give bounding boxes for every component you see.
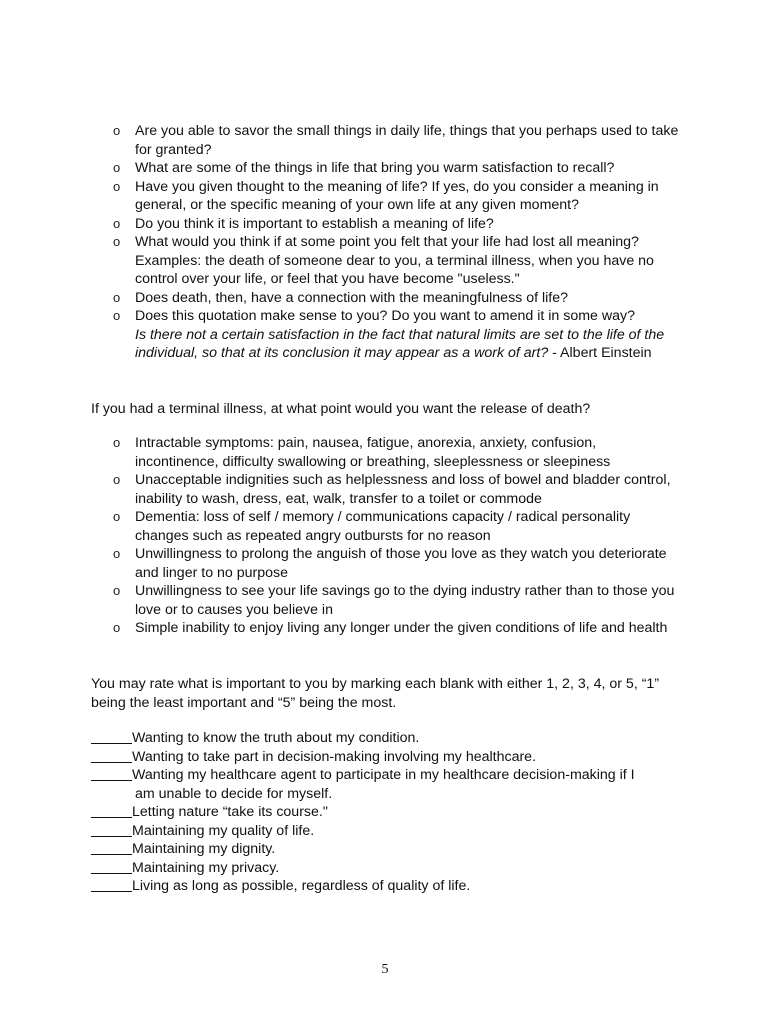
condition-text: Unwillingness to prolong the anguish of those you love as they watch you deteriorate and linger to no purpose: [135, 546, 667, 581]
rating-item: [91, 748, 691, 767]
bullet-icon: o: [113, 583, 121, 598]
release-conditions-list: [113, 434, 683, 638]
einstein-quote: Is there not a certain satisfaction in the fact that natural limits are set to the life of the individual, so that at its conclusion it may appear as a work of art?: [135, 326, 665, 361]
bullet-icon: o: [113, 215, 121, 231]
list-item: [113, 545, 683, 582]
reflection-questions-list: [113, 122, 683, 363]
list-item: [113, 508, 683, 545]
rating-blank[interactable]: [91, 822, 132, 837]
bullet-icon: o: [113, 472, 121, 487]
question-text: What would you think if at some point you felt that your life had lost all meaning? Examples: the death of someone dear to you, a terminal illness, when you have no control over your life, or feel that you have become "useless.": [135, 234, 654, 287]
bullet-icon: o: [113, 308, 121, 323]
bullet-icon: o: [113, 620, 121, 635]
condition-text: Unacceptable indignities such as helplessness and loss of bowel and bladder control, inability to wash, dress, eat, walk, transfer to a toilet or commode: [135, 472, 671, 507]
list-item: [113, 471, 683, 508]
rating-item: [91, 877, 691, 896]
rating-item: [91, 840, 691, 859]
rating-label: Maintaining my privacy.: [132, 859, 280, 876]
list-item: [113, 215, 683, 234]
rating-blank[interactable]: [91, 803, 132, 818]
rating-instructions: You may rate what is important to you by marking each blank with either 1, 2, 3, 4, or 5, “1” being the least important and “5” being the most.: [91, 676, 660, 711]
page-number: 5: [381, 962, 389, 977]
list-item: [113, 434, 683, 471]
bullet-icon: o: [113, 546, 121, 561]
list-item: [113, 619, 683, 638]
terminal-illness-question: If you had a terminal illness, at what point would you want the release of death?: [91, 401, 591, 417]
bullet-icon: o: [113, 123, 121, 138]
bullet-icon: o: [113, 160, 121, 175]
importance-rating-list: [91, 729, 691, 896]
rating-label: Maintaining my quality of life.: [132, 822, 315, 839]
condition-text: Simple inability to enjoy living any longer under the given conditions of life and health: [135, 620, 668, 636]
list-item: [113, 159, 683, 178]
rating-blank[interactable]: [91, 729, 132, 744]
rating-label: Letting nature “take its course.": [132, 804, 328, 820]
bullet-icon: o: [113, 435, 121, 450]
list-item: [113, 307, 683, 363]
condition-text: Intractable symptoms: pain, nausea, fatigue, anorexia, anxiety, confusion, incontinence, difficulty swallowing or breathing, sleeplessness or sleepiness: [135, 435, 611, 470]
bullet-icon: o: [113, 289, 121, 305]
question-text: Have you given thought to the meaning of life? If yes, do you consider a meaning in general, or the specific meaning of your own life at any given moment?: [135, 178, 659, 213]
rating-item: [91, 859, 691, 878]
condition-text: Unwillingness to see your life savings go to the dying industry rather than to those you love or to causes you believe in: [135, 583, 675, 618]
rating-item: [91, 766, 691, 803]
question-text: What are some of the things in life that bring you warm satisfaction to recall?: [135, 160, 615, 176]
list-item: [113, 233, 683, 289]
rating-label: Wanting to know the truth about my condition.: [132, 730, 420, 746]
bullet-icon: o: [113, 509, 121, 524]
rating-item: [91, 729, 691, 748]
question-text: Does this quotation make sense to you? Do you want to amend it in some way?: [135, 308, 635, 324]
list-item: [113, 122, 683, 159]
rating-label: Wanting to take part in decision-making involving my healthcare.: [132, 748, 537, 765]
rating-item: [91, 822, 691, 841]
rating-label: Wanting my healthcare agent to participate in my healthcare decision-making if I: [132, 767, 635, 783]
question-text: Does death, then, have a connection with the meaningfulness of life?: [135, 289, 569, 306]
bullet-icon: o: [113, 234, 121, 249]
rating-blank[interactable]: [91, 859, 132, 874]
question-text: Do you think it is important to establish a meaning of life?: [135, 215, 494, 232]
condition-text: Dementia: loss of self / memory / communications capacity / radical personality changes such as repeated angry outbursts for no reason: [135, 509, 631, 544]
quote-attribution: - Albert Einstein: [548, 345, 652, 361]
bullet-icon: o: [113, 178, 121, 194]
rating-item: [91, 803, 691, 822]
rating-blank[interactable]: [91, 877, 132, 892]
list-item: [113, 582, 683, 619]
list-item: [113, 289, 683, 308]
rating-label-continuation: am unable to decide for myself.: [135, 785, 333, 802]
rating-blank[interactable]: [91, 840, 132, 855]
rating-blank[interactable]: [91, 748, 132, 763]
rating-label: Living as long as possible, regardless of quality of life.: [132, 878, 471, 894]
list-item: [113, 178, 683, 215]
question-text: Are you able to savor the small things in daily life, things that you perhaps used to take for granted?: [135, 123, 679, 158]
rating-label: Maintaining my dignity.: [132, 841, 276, 857]
rating-blank[interactable]: [91, 766, 132, 781]
